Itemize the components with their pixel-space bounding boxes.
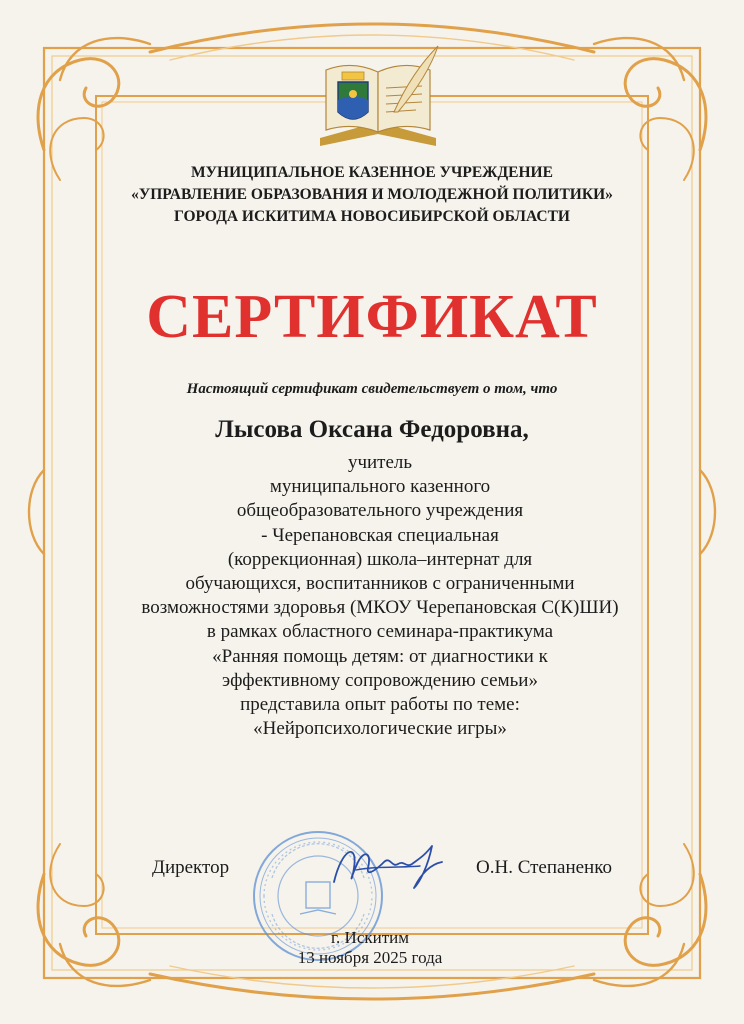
body-line: - Черепановская специальная (261, 524, 499, 546)
body-line: эффективному сопровождению семьи» (222, 669, 538, 691)
body-line: общеобразовательного учреждения (236, 500, 524, 522)
body-line: обучающихся, воспитанников с ограниченными (185, 573, 575, 595)
signature-icon (328, 838, 446, 892)
certificate-body (80, 451, 680, 741)
organization-line-3: ГОРОДА ИСКИТИМА НОВОСИБИРСКОЙ ОБЛАСТИ (174, 208, 570, 225)
body-line: представила опыт работы по теме: (240, 694, 520, 716)
body-line: в рамках областного семинара-практикума (206, 621, 554, 643)
director-name: О.Н. Степаненко (476, 857, 612, 878)
organization-line-2: «УПРАВЛЕНИЕ ОБРАЗОВАНИЯ И МОЛОДЕЖНОЙ ПОЛИТИКИ» (131, 186, 613, 203)
organization-name (60, 162, 684, 228)
body-line: возможностями здоровья (МКОУ Черепановская С(К)ШИ) (141, 597, 619, 619)
intro-text: Настоящий сертификат свидетельствует о том, что (186, 381, 558, 397)
body-line: учитель (347, 452, 413, 473)
issue-place: г. Искитим (330, 928, 410, 947)
recipient-name: Лысова Оксана Федоровна, (215, 416, 529, 443)
organization-line-1: МУНИЦИПАЛЬНОЕ КАЗЕННОЕ УЧРЕЖДЕНИЕ (191, 164, 553, 181)
director-label: Директор (152, 857, 230, 878)
body-line: «Нейропсихологические игры» (253, 718, 507, 740)
body-line: (коррекционная) школа–интернат для (227, 548, 533, 570)
issue-date: 13 ноября 2025 года (297, 948, 443, 967)
body-line: муниципального казенного (269, 476, 491, 498)
body-line: «Ранняя помощь детям: от диагностики к (212, 645, 548, 667)
emblem-icon (316, 42, 440, 150)
certificate-title: СЕРТИФИКАТ (146, 283, 598, 351)
